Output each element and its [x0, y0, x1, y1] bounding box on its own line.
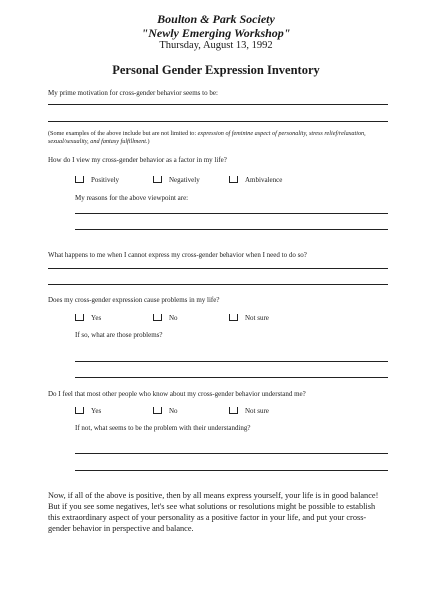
- answer-line[interactable]: [48, 268, 388, 269]
- checkbox[interactable]: [229, 407, 238, 414]
- motivation-examples: (Some examples of the above include but are not limited to: expression of feminine aspect of personality, stress relief/relaxation, sexual/sexuality, and fantasy fulfillment.): [48, 130, 366, 145]
- question-motivation: My prime motivation for cross-gender behavior seems to be:: [48, 89, 218, 97]
- workshop-name: "Newly Emerging Workshop": [141, 26, 291, 40]
- checkbox[interactable]: [153, 176, 162, 183]
- problems-prompt: If so, what are those problems?: [75, 331, 163, 339]
- checkbox[interactable]: [75, 314, 84, 321]
- option-not-sure[interactable]: Not sure: [229, 407, 269, 415]
- checkbox[interactable]: [75, 176, 84, 183]
- question-problems: Does my cross-gender expression cause problems in my life?: [48, 296, 220, 304]
- option-no[interactable]: No: [153, 314, 178, 322]
- question-view: How do I view my cross-gender behavior as a factor in my life?: [48, 156, 227, 164]
- answer-line[interactable]: [75, 453, 388, 454]
- checkbox[interactable]: [153, 407, 162, 414]
- answer-line[interactable]: [75, 361, 388, 362]
- answer-line[interactable]: [75, 470, 388, 471]
- answer-line[interactable]: [48, 284, 388, 285]
- answer-line[interactable]: [75, 229, 388, 230]
- closing-paragraph: Now, if all of the above is positive, then by all means express yourself, your life is in good balance! But if you see some negatives, let's see what solutions or resolutions might be possible to establish this extraordinary aspect of your personality as a positive factor in your life, and put your cross-gender behavior in perspective and balance.: [48, 491, 379, 533]
- checkbox[interactable]: [229, 314, 238, 321]
- checkbox[interactable]: [153, 314, 162, 321]
- understanding-prompt: If not, what seems to be the problem with their understanding?: [75, 424, 251, 432]
- answer-line[interactable]: [48, 104, 388, 105]
- checkbox[interactable]: [75, 407, 84, 414]
- option-positively[interactable]: Positively: [75, 176, 119, 184]
- reasons-prompt: My reasons for the above viewpoint are:: [75, 194, 189, 202]
- option-not-sure[interactable]: Not sure: [229, 314, 269, 322]
- option-yes[interactable]: Yes: [75, 407, 101, 415]
- option-no[interactable]: No: [153, 407, 178, 415]
- form-title: Personal Gender Expression Inventory: [112, 63, 320, 77]
- answer-line[interactable]: [75, 213, 388, 214]
- answer-line[interactable]: [75, 377, 388, 378]
- option-ambivalence[interactable]: Ambivalence: [229, 176, 282, 184]
- question-understanding: Do I feel that most other people who know about my cross-gender behavior understand me?: [48, 390, 306, 398]
- workshop-date: Thursday, August 13, 1992: [159, 40, 273, 51]
- option-negatively[interactable]: Negatively: [153, 176, 200, 184]
- organization-name: Boulton & Park Society: [157, 12, 275, 26]
- question-cannot-express: What happens to me when I cannot express my cross-gender behavior when I need to do so?: [48, 251, 307, 259]
- checkbox[interactable]: [229, 176, 238, 183]
- option-yes[interactable]: Yes: [75, 314, 101, 322]
- answer-line[interactable]: [48, 121, 388, 122]
